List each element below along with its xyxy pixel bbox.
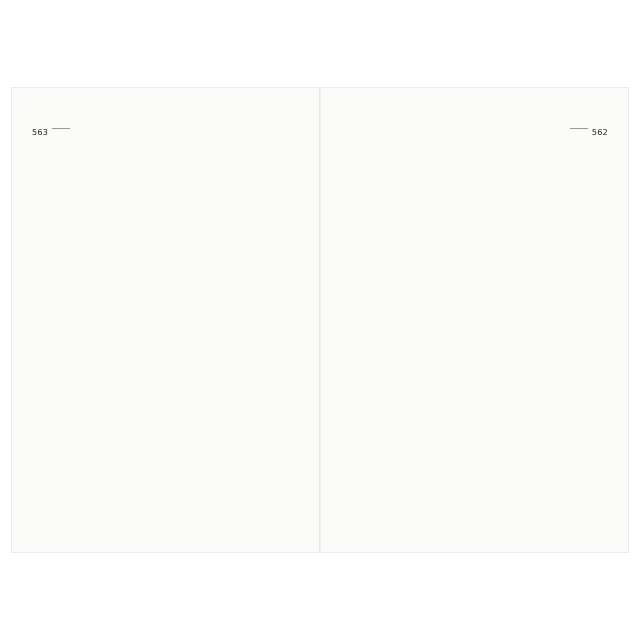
right-header-rule (570, 128, 588, 129)
book-spread (12, 88, 628, 552)
left-page-number: 563 (32, 128, 49, 137)
left-header-rule (52, 128, 70, 129)
right-text-column (335, 252, 597, 492)
left-text-column (46, 252, 304, 492)
left-page (12, 88, 319, 552)
right-page-number: 562 (591, 128, 608, 137)
right-page (321, 88, 628, 552)
